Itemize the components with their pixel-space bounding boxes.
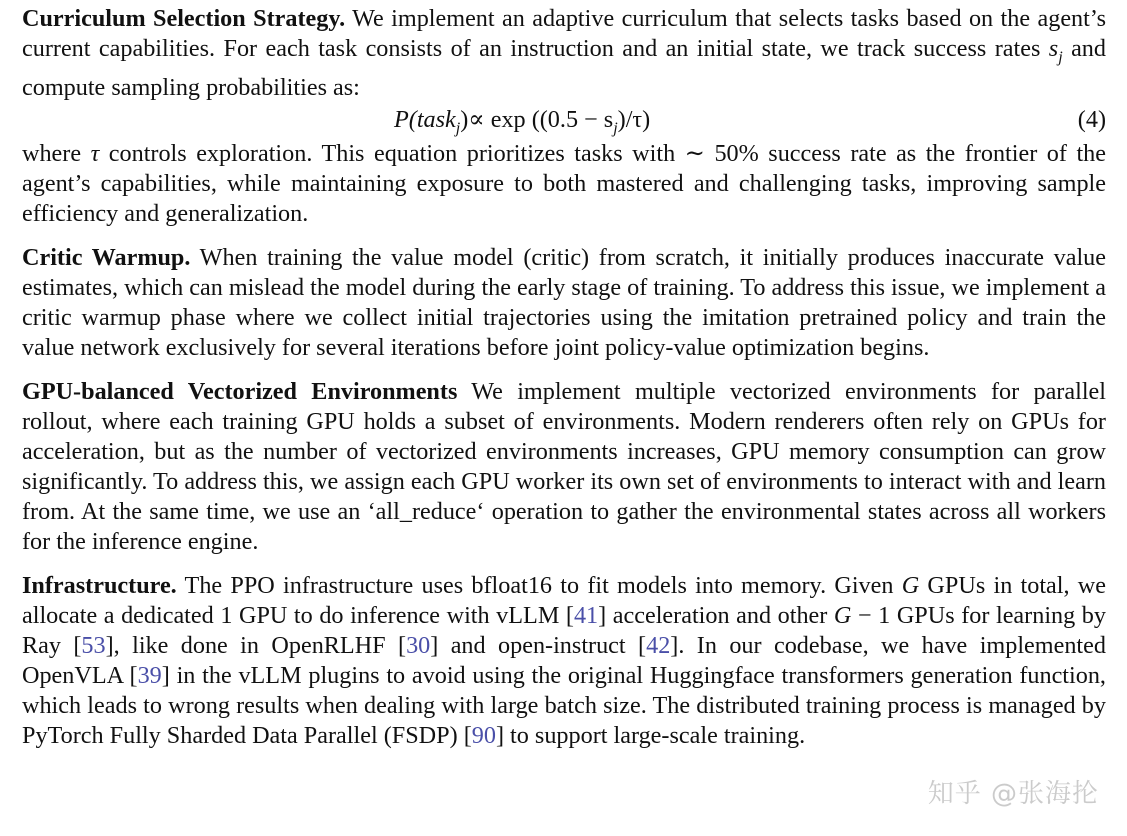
- infra-text-3: GPU to do inference with vLLM [: [232, 602, 574, 629]
- watermark: 知乎 @张海抡: [927, 779, 1099, 809]
- eq-part-2: )∝ exp ((0.5 − s: [460, 106, 614, 133]
- math-minus-one: − 1: [851, 602, 891, 629]
- citation-link[interactable]: 90: [471, 722, 496, 749]
- math-one: 1: [220, 602, 233, 629]
- infra-text-6: ], like done in OpenRLHF [: [105, 632, 407, 659]
- curriculum-text-1: We implement an adaptive curriculum that selects tasks based on the agent’s current capabilities. For each task consists of an instruction and an initial state, we track success rates: [22, 5, 1107, 62]
- curriculum-text-3: where: [22, 140, 91, 167]
- eq-sub-2: j: [613, 120, 618, 137]
- infra-text-7: ] and open-instruct [: [430, 632, 647, 659]
- citation-link[interactable]: 42: [646, 632, 671, 659]
- math-s: s: [1048, 35, 1059, 62]
- paragraph-critic: [22, 243, 1106, 363]
- infra-text-1: The PPO infrastructure uses bfloat16 to fit models into memory. Given: [176, 572, 902, 599]
- math-G: G: [901, 572, 920, 599]
- math-j: j: [1058, 49, 1063, 66]
- infra-text-2: GPUs in total, we allocate a dedicated: [22, 572, 1107, 629]
- critic-text: When training the value model (critic) from scratch, it initially produces inaccurate value estimates, which can mislead the model during the early stage of training. To address this issue, we implement a critic warmup phase where we collect initial trajectories using the imitation pretrained policy and train the value network exclusively for several iterations before joint policy-value optimization begins.: [22, 244, 1107, 361]
- curriculum-text-4: controls exploration. This equation prioritizes tasks with ∼ 50% success rate as the frontier of the agent’s capabilities, while maintaining exposure to both mastered and challenging tasks, improving sample efficiency and generalization.: [22, 140, 1106, 227]
- paper-page: [22, 4, 1106, 751]
- math-tau: τ: [90, 140, 100, 167]
- infra-text-8: ]. In our codebase, we have implemented OpenVLA [: [22, 632, 1106, 689]
- citation-link[interactable]: 41: [573, 602, 599, 629]
- citation-link[interactable]: 39: [137, 662, 162, 689]
- eq-part-3: )/τ): [617, 106, 651, 133]
- equation-4: [22, 105, 1106, 139]
- citation-link[interactable]: 53: [81, 632, 106, 659]
- infra-text-4: ] acceleration and other: [598, 602, 834, 629]
- heading-infra: Infrastructure.: [22, 572, 177, 599]
- eq-part-1: P(task: [394, 106, 456, 133]
- infra-text-5: GPUs for learning by Ray [: [22, 602, 1106, 659]
- paragraph-curriculum: [22, 4, 1106, 103]
- paragraph-gpu: [22, 377, 1106, 557]
- heading-gpu: GPU-balanced Vectorized Environments: [22, 378, 458, 405]
- eq-sub-1: j: [455, 120, 461, 137]
- heading-curriculum: Curriculum Selection Strategy.: [22, 5, 346, 32]
- curriculum-text-2: and compute sampling probabilities as:: [22, 35, 1106, 101]
- math-G: G: [833, 602, 852, 629]
- infra-text-10: ] to support large-scale training.: [495, 722, 806, 749]
- infra-text-9: ] in the vLLM plugins to avoid using the original Huggingface transformers generation function, which leads to wrong results when dealing with large batch size. The distributed training process is managed by PyTorch Fully Sharded Data Parallel (FSDP) [: [22, 662, 1106, 749]
- gpu-text: We implement multiple vectorized environments for parallel rollout, where each training GPU holds a subset of environments. Modern renderers often rely on GPUs for acceleration, but as the number of vectorized environments increases, GPU memory consumption can grow significantly. To address this, we assign each GPU worker its own set of environments to interact with and learn from. At the same time, we use an ‘all_reduce‘ operation to gather the environmental states across all workers for the inference engine.: [22, 378, 1106, 555]
- paragraph-curriculum-cont: [22, 139, 1106, 229]
- equation-body: [394, 105, 650, 144]
- citation-link[interactable]: 30: [406, 632, 431, 659]
- paragraph-infra: [22, 571, 1106, 751]
- equation-number: (4): [1077, 106, 1106, 133]
- heading-critic: Critic Warmup.: [22, 244, 191, 271]
